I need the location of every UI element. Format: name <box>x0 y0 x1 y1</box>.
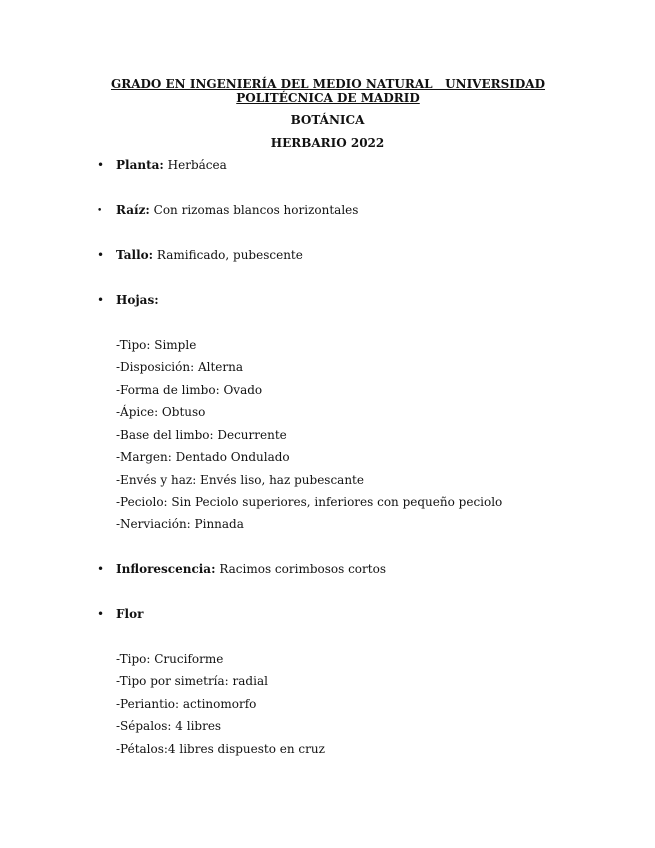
bullet-icon: • <box>97 206 103 216</box>
item-tallo <box>116 247 303 263</box>
herbario-title: HERBARIO 2022 <box>270 136 385 150</box>
hojas-detail: -Peciolo: Sin Peciolo superiores, inferiores con pequeño peciolo <box>116 495 503 509</box>
hojas-detail: -Tipo: Simple <box>116 338 197 352</box>
header-line-1: GRADO EN INGENIERÍA DEL MEDIO NATURAL UNIVERSIDAD <box>110 77 546 91</box>
hojas-detail: -Forma de limbo: Ovado <box>116 383 263 397</box>
item-flor <box>116 606 143 622</box>
item-inflorescencia <box>116 561 386 577</box>
item-label: Raíz: <box>116 203 150 217</box>
hojas-detail: -Disposición: Alterna <box>116 360 243 374</box>
flor-detail: -Tipo: Cruciforme <box>116 652 224 666</box>
item-value: Con rizomas blancos horizontales <box>149 203 359 217</box>
item-hojas <box>116 292 159 308</box>
bullet-icon: • <box>97 158 105 172</box>
flor-detail: -Periantio: actinomorfo <box>116 697 257 711</box>
item-value: Racimos corimbosos cortos <box>215 562 386 576</box>
item-value: Ramificado, pubescente <box>153 248 303 262</box>
item-planta <box>116 157 227 173</box>
document-header <box>108 77 548 105</box>
subject-title: BOTÁNICA <box>290 113 365 127</box>
item-label: Hojas: <box>116 293 159 307</box>
item-raiz <box>116 202 358 218</box>
item-label: Planta: <box>116 158 164 172</box>
item-value: Herbácea <box>163 158 227 172</box>
hojas-detail: -Margen: Dentado Ondulado <box>116 450 290 464</box>
flor-detail: -Pétalos:4 libres dispuesto en cruz <box>116 742 325 756</box>
hojas-detail: -Ápice: Obtuso <box>116 405 206 419</box>
bullet-icon: • <box>97 562 105 576</box>
item-label: Tallo: <box>116 248 154 262</box>
flor-detail: -Tipo por simetría: radial <box>116 674 268 688</box>
item-label: Inflorescencia: <box>116 562 216 576</box>
bullet-icon: • <box>97 248 105 262</box>
item-label: Flor <box>116 607 144 621</box>
hojas-detail: -Base del limbo: Decurrente <box>116 428 287 442</box>
bullet-icon: • <box>97 293 105 307</box>
flor-detail: -Sépalos: 4 libres <box>116 719 222 733</box>
header-line-2: POLITÉCNICA DE MADRID <box>236 91 420 105</box>
hojas-detail: -Envés y haz: Envés liso, haz pubescante <box>116 473 364 487</box>
bullet-icon: • <box>97 607 105 621</box>
hojas-detail: -Nerviación: Pinnada <box>116 517 244 531</box>
